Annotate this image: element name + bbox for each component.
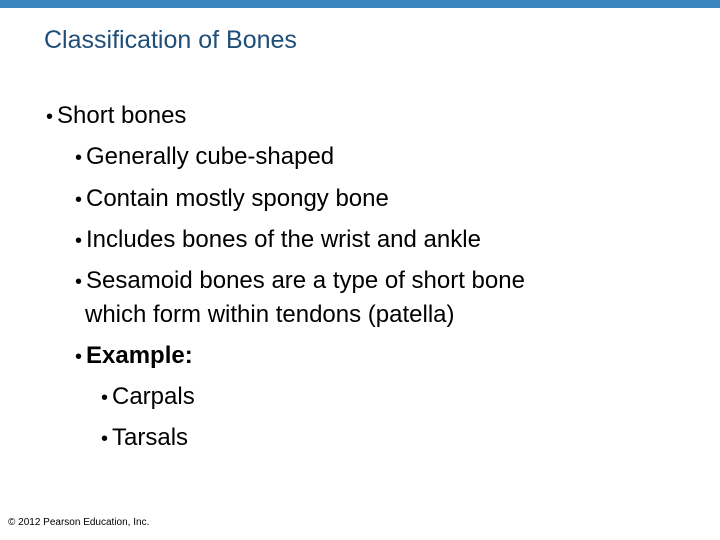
bullet-dot-icon: • xyxy=(101,428,109,450)
bullet-text: Short bones xyxy=(57,102,187,129)
bullet-short-bones xyxy=(46,102,186,131)
bullet-text: Includes bones of the wrist and ankle xyxy=(86,226,481,253)
bullet-dot-icon: • xyxy=(75,147,83,169)
bullet-carpals xyxy=(101,383,195,412)
bullet-text: Generally cube-shaped xyxy=(86,143,335,170)
bullet-text: Tarsals xyxy=(112,424,189,451)
slide-title: Classification of Bones xyxy=(44,26,297,54)
top-accent-bar xyxy=(0,0,720,8)
bullet-sesamoid xyxy=(75,267,525,296)
bullet-text: Carpals xyxy=(112,383,195,410)
bullet-sesamoid-continued: which form within tendons (patella) xyxy=(85,301,455,328)
bullet-cube-shaped xyxy=(75,143,334,172)
bullet-wrist-ankle xyxy=(75,226,481,255)
bullet-dot-icon: • xyxy=(75,189,83,211)
bullet-dot-icon: • xyxy=(75,271,83,293)
bullet-spongy-bone xyxy=(75,185,389,214)
bullet-text: Contain mostly spongy bone xyxy=(86,185,389,212)
bullet-dot-icon: • xyxy=(101,387,109,409)
bullet-text: Sesamoid bones are a type of short bone xyxy=(86,267,525,294)
bullet-dot-icon: • xyxy=(75,346,83,368)
bullet-text: Example: xyxy=(86,342,193,369)
bullet-dot-icon: • xyxy=(46,106,54,128)
bullet-example xyxy=(75,342,193,371)
copyright-footer: © 2012 Pearson Education, Inc. xyxy=(8,517,150,528)
bullet-tarsals xyxy=(101,424,188,453)
bullet-dot-icon: • xyxy=(75,230,83,252)
